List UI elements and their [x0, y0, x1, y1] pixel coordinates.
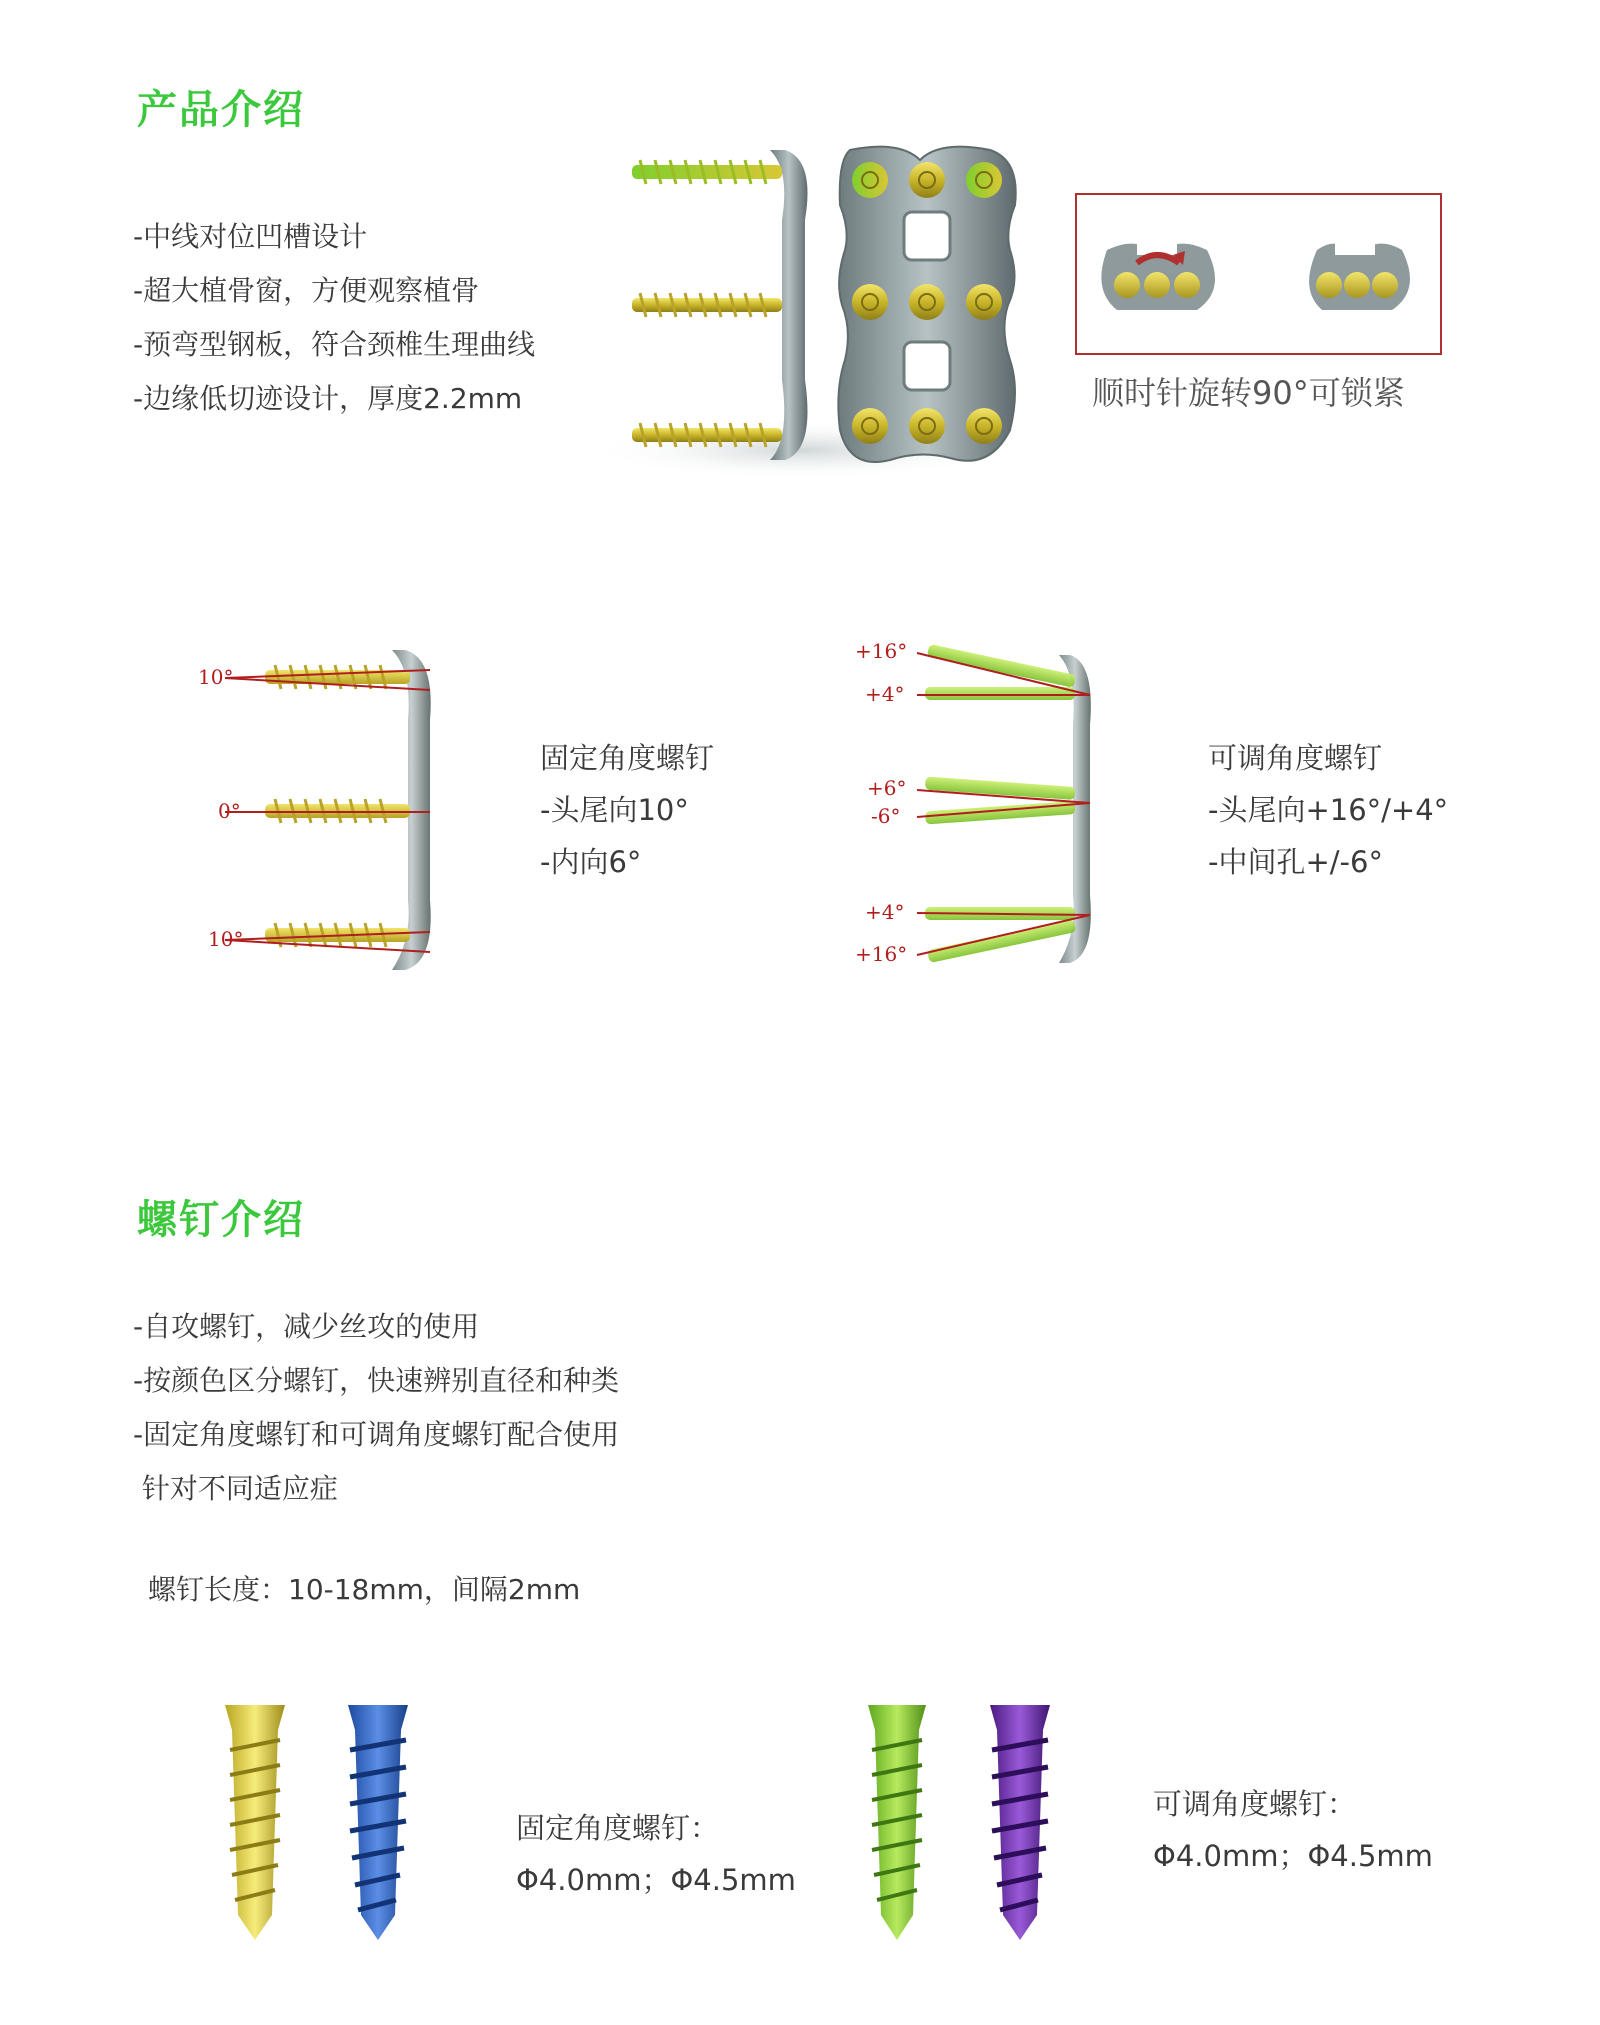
- variable-angle-diagram: [855, 625, 1115, 985]
- lock-before: [1101, 235, 1215, 310]
- product-bullet: -中线对位凹槽设计: [133, 220, 368, 253]
- fixed-screw-sizes: Φ4.0mm；Φ4.5mm: [516, 1863, 796, 1897]
- fixed-mark: 10°: [208, 927, 244, 951]
- screws-bullet: -按颜色区分螺钉，快速辨别直径和种类: [133, 1364, 620, 1397]
- fixed-angle-title: 固定角度螺钉: [540, 741, 715, 775]
- variable-screw-spec: [1153, 1778, 1433, 1882]
- lock-caption: 顺时针旋转90°可锁紧: [1092, 374, 1405, 412]
- fixed-angle-diagram: [180, 640, 460, 980]
- screws-heading: 螺钉介绍: [137, 1197, 305, 1243]
- variable-mark: +16°: [855, 639, 908, 663]
- fixed-angle-text: [540, 732, 714, 888]
- variable-mark: +4°: [865, 900, 905, 924]
- fixed-angle-line: -头尾向10°: [540, 793, 689, 827]
- variable-angle-line: -头尾向+16°/+4°: [1208, 793, 1449, 827]
- product-bullet: -预弯型钢板，符合颈椎生理曲线: [133, 328, 536, 361]
- screw-purple: [990, 1705, 1050, 1940]
- variable-mark: -6°: [871, 804, 901, 828]
- variable-mark: +6°: [867, 776, 907, 800]
- screws-bullets: [133, 1300, 619, 1516]
- fixed-screw-spec: [516, 1802, 796, 1906]
- fixed-angle-line: -内向6°: [540, 845, 642, 879]
- variable-mark: +16°: [855, 942, 908, 966]
- screws-bullet: -自攻螺钉，减少丝攻的使用: [133, 1310, 480, 1343]
- variable-screw-label: 可调角度螺钉：: [1153, 1787, 1357, 1821]
- screws-bullet: 针对不同适应症: [133, 1472, 338, 1505]
- lock-after: [1309, 235, 1410, 310]
- variable-mark: +4°: [865, 682, 905, 706]
- plate-illustration: [600, 130, 1040, 490]
- screw-green: [868, 1705, 926, 1940]
- lock-diagram: [1077, 195, 1440, 353]
- lock-diagram-box: [1075, 193, 1442, 355]
- screw-length: 螺钉长度：10-18mm，间隔2mm: [148, 1573, 581, 1606]
- product-bullets: [133, 210, 535, 426]
- product-heading: 产品介绍: [137, 87, 305, 133]
- variable-angle-text: [1208, 732, 1448, 888]
- fixed-mark: 0°: [218, 799, 241, 823]
- screw-blue: [348, 1705, 408, 1940]
- variable-angle-line: -中间孔+/-6°: [1208, 845, 1383, 879]
- side-screw: [632, 160, 782, 184]
- variable-screw-sizes: Φ4.0mm；Φ4.5mm: [1153, 1839, 1433, 1873]
- screws-bullet: -固定角度螺钉和可调角度螺钉配合使用: [133, 1418, 620, 1451]
- side-screw: [632, 293, 782, 317]
- product-bullet: -边缘低切迹设计，厚度2.2mm: [133, 382, 523, 415]
- fixed-screw-label: 固定角度螺钉：: [516, 1811, 720, 1845]
- screw-gold: [225, 1705, 285, 1940]
- product-bullet: -超大植骨窗，方便观察植骨: [133, 274, 480, 307]
- fixed-mark: 10°: [198, 665, 234, 689]
- variable-angle-title: 可调角度螺钉: [1208, 741, 1383, 775]
